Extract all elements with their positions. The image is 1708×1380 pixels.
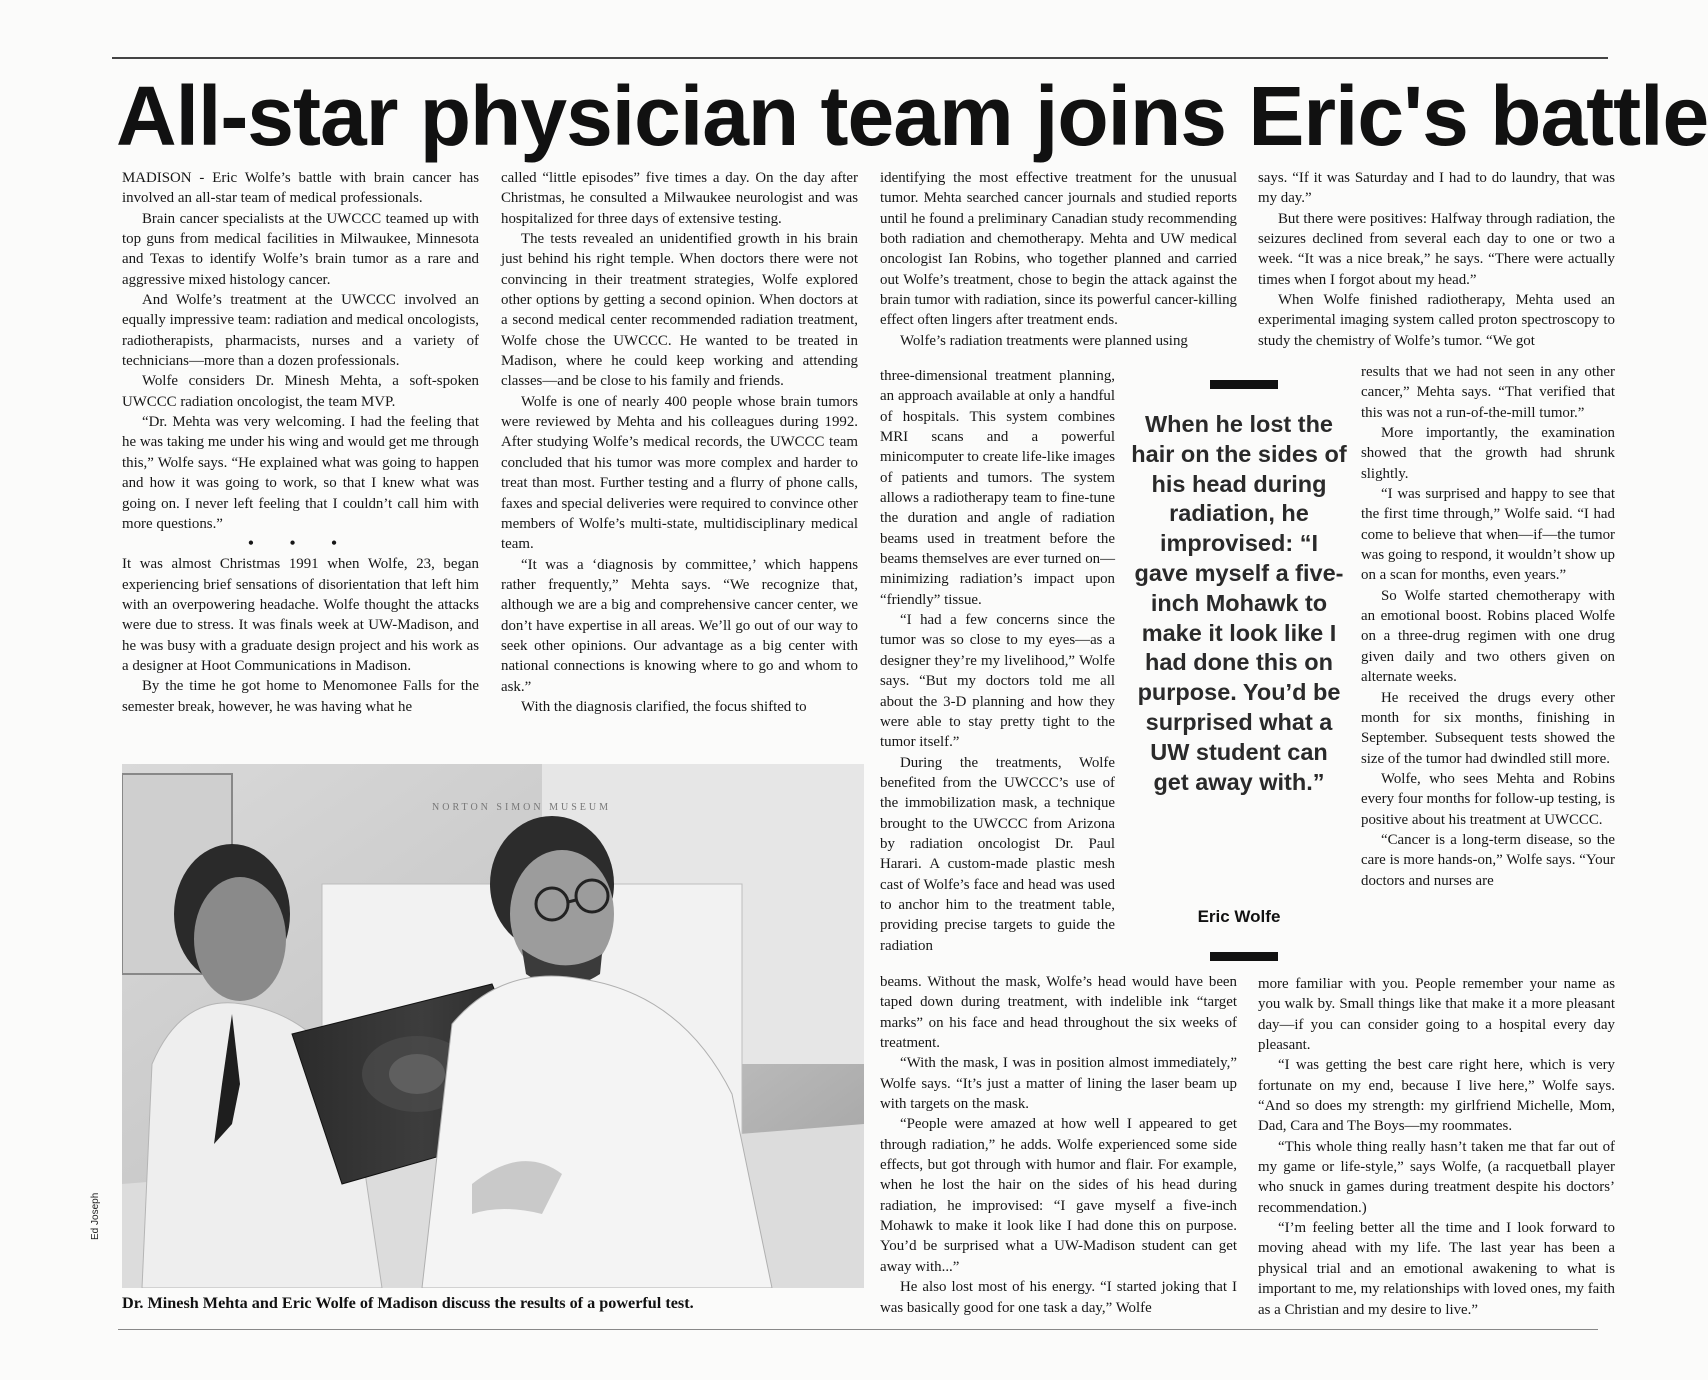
pull-quote-attribution: Eric Wolfe: [1197, 907, 1281, 926]
bottom-rule: [118, 1329, 1598, 1330]
paragraph: When Wolfe finished radiotherapy, Mehta used an experimental imaging system called proton spectroscopy to study the chemistry of Wolfe’s tumor. “We got: [1258, 292, 1615, 349]
paragraph: “Cancer is a long-term disease, so the care is more hands-on,” Wolfe says. “Your doctors and nurses are: [1361, 831, 1615, 889]
paragraph: But there were positives: Halfway through radiation, the seizures declined from several each day to one or two a week. “It was a nice break,” he says. “There were actually times when I forgot about my head.”: [1258, 210, 1615, 288]
paragraph: “I’m feeling better all the time and I look forward to moving ahead with my life. The last year has been a physical trial and an emotional awakening to what is important to me, my relationships with loved ones, my faith as a Christian and my desire to live.”: [1258, 1220, 1615, 1318]
article-column-3-bottom: [880, 972, 1237, 1318]
paragraph: The tests revealed an unidentified growth in his brain just behind his right temple. When doctors there were not convincing in their treatment strategies, Wolfe explored other options by getting a second opinion. When doctors at a second medical center recommended radiation treatment, Wolfe chose the UWCCC. He wanted to be treated in Madison, where he could keep working and attending classes—and be close to his family and friends.: [501, 231, 858, 390]
paragraph: And Wolfe’s treatment at the UWCCC involved an equally impressive team: radiation and medical oncologists, radiotherapists, pharmacists, nurses and a variety of technicians—more than a dozen professionals.: [122, 292, 479, 370]
article-column-4-narrow: [1361, 362, 1615, 891]
paragraph: During the treatments, Wolfe benefited from the UWCCC’s use of the immobilization mask, a technique brought to the UWCCC from Arizona by radiation oncologist Dr. Paul Harari. A custom-made plastic mesh cast of Wolfe’s face and head was used to anchor him to the treatment table, providing precise targets to guide the radiation: [880, 754, 1115, 954]
paragraph: called “little episodes” five times a day. On the day after Christmas, he consulted a Milwaukee neurologist and was hospitalized for three days of extensive testing.: [501, 170, 858, 227]
paragraph: “People were amazed at how well I appeared to get through radiation,” he adds. Wolfe experienced some side effects, but got through with humor and flair. For example, when he lost the hair on the sides of his head during radiation, he improvised: “I gave myself a five-inch Mohawk to make it look like I had done this on purpose. You’d be surprised what a UW-Madison student can get away with...”: [880, 1116, 1237, 1275]
paragraph: More importantly, the examination showed that the growth had shrunk slightly.: [1361, 425, 1615, 482]
article-column-3-narrow: [880, 366, 1115, 956]
paragraph: beams. Without the mask, Wolfe’s head would have been taped down during treatment, with indelible ink “target marks” on his face and head throughout the six weeks of treatment.: [880, 974, 1237, 1052]
paragraph: “This whole thing really hasn’t taken me that far out of my game or life-style,” says Wolfe, (a racquetball player who snuck in games during treatment despite his doctors’ recommendation.): [1258, 1138, 1615, 1216]
paragraph: “With the mask, I was in position almost immediately,” Wolfe says. “It’s just a matter of lining the laser beam up with targets on the mask.: [880, 1055, 1237, 1113]
paragraph: So Wolfe started chemotherapy with an emotional boost. Robins placed Wolfe on a three-drug regimen with one drug given daily and two others given on alternate weeks.: [1361, 587, 1615, 686]
paragraph: three-dimensional treatment planning, an approach available at only a handful of hospitals. This system combines MRI scans and a powerful minicomputer to create life-like images of patients and tumors. The system allows a radiotherapy team to fine-tune the duration and angle of radiation beams used in treatment before the beams themselves are ever turned on—minimizing radiation’s impact upon “friendly” tissue.: [880, 368, 1115, 608]
paragraph: He also lost most of his energy. “I started joking that I was basically good for one task a day,” Wolfe: [880, 1279, 1237, 1316]
photo-illustration: [122, 764, 864, 1288]
pull-quote: When he lost the hair on the sides of his head during radiation, he improvised: “I gave myself a five-inch Mohawk to make it look like I had done this on purpose. You’d be surprised what a UW student can get away with.”: [1131, 411, 1347, 795]
paragraph: With the diagnosis clarified, the focus shifted to: [521, 698, 807, 715]
article-column-1: [122, 168, 479, 717]
section-break: • • •: [248, 535, 353, 553]
photo-sign: NORTON SIMON MUSEUM: [432, 802, 612, 813]
article-column-2: [501, 168, 858, 717]
paragraph: He received the drugs every other month for six months, finishing in September. Subsequent tests showed the size of the tumor had dwindled still more.: [1361, 689, 1615, 767]
paragraph: results that we had not seen in any other cancer,” Mehta says. “That verified that this was not a run-of-the-mill tumor.”: [1361, 364, 1615, 421]
article-column-4-bottom: [1258, 974, 1615, 1320]
paragraph: Wolfe considers Dr. Minesh Mehta, a soft-spoken UWCCC radiation oncologist, the team MVP.: [122, 373, 479, 410]
paragraph: identifying the most effective treatment for the unusual tumor. Mehta searched cancer journals and studied reports until he found a preliminary Canadian study recommending both radiation and chemotherapy. Mehta and UW medical oncologist Ian Robins, who together planned and carried out Wolfe’s treatment, chose to begin the attack against the brain tumor with radiation, since its powerful cancer-killing effect often lingers after treatment ends.: [880, 170, 1237, 329]
pull-quote-top-bar: [1210, 380, 1278, 389]
paragraph: “Dr. Mehta was very welcoming. I had the feeling that he was taking me under his wing and would get me through this,” Wolfe says. “He explained what was going to happen and how it was going to work, so that I knew what was going on. I never left feeling that I couldn’t call him with more questions.”: [122, 414, 479, 532]
headline: All-star physician team joins Eric's battle: [116, 69, 1708, 163]
paragraph: more familiar with you. People remember your name as you walk by. Small things like that make it a more pleasant day—if you can consider going to a hospital every day pleasant.: [1258, 976, 1615, 1054]
news-photo: [122, 764, 864, 1288]
top-rule: [112, 57, 1608, 59]
paragraph: It was almost Christmas 1991 when Wolfe, 23, began experiencing brief sensations of disorientation that left him with an overpowering headache. Wolfe thought the attacks were due to stress. It was finals week at UW-Madison, and he was busy with a graduate design project and his work as a designer at Hoot Communications in Madison.: [122, 556, 479, 674]
pull-quote-bottom-bar: [1210, 952, 1278, 961]
photo-caption: Dr. Minesh Mehta and Eric Wolfe of Madison discuss the results of a powerful test.: [122, 1294, 694, 1312]
article-column-3-top: [880, 168, 1237, 351]
paragraph: MADISON - Eric Wolfe’s battle with brain cancer has involved an all-star team of medical professionals.: [122, 170, 479, 207]
paragraph: “I was getting the best care right here, which is very fortunate on my end, because I live here,” Wolfe says. “And so does my strength: my girlfriend Michelle, Mom, Dad, Cara and The Boys—my roommates.: [1258, 1057, 1615, 1135]
paragraph: Wolfe is one of nearly 400 people whose brain tumors were reviewed by Mehta and his colleagues during 1992. After studying Wolfe’s medical records, the UWCCC team concluded that his tumor was more complex and harder to treat than most. Further testing and a flurry of phone calls, faxes and special deliveries were required to convince other members of Wolfe’s multi-state, multidisciplinary medical team.: [501, 393, 858, 553]
paragraph: Wolfe, who sees Mehta and Robins every four months for follow-up testing, is positive about his treatment at UWCCC.: [1361, 770, 1615, 828]
paragraph: “It was a ‘diagnosis by committee,’ which happens rather frequently,” Mehta says. “We recognize that, although we are a big and comprehensive cancer center, we don’t have expertise in all areas. We’ll go out of our way to seek other opinions. Our advantage as a big center with national connections is knowing where to go and whom to ask.”: [501, 556, 858, 695]
paragraph: By the time he got home to Menomonee Falls for the semester break, however, he was having what he: [122, 678, 479, 715]
paragraph: Brain cancer specialists at the UWCCC teamed up with top guns from medical facilities in Milwaukee, Minnesota and Texas to identify Wolfe’s brain tumor as a rare and aggressive mixed histology cancer.: [122, 210, 479, 288]
paragraph: “I had a few concerns since the tumor was so close to my eyes—as a designer they’re my livelihood,” Wolfe says. “But my doctors told me all about the 3-D planning and how they were able to stay pretty tight to the tumor itself.”: [880, 612, 1115, 751]
paragraph: Wolfe’s radiation treatments were planned using: [900, 332, 1188, 349]
paragraph: says. “If it was Saturday and I had to do laundry, that was my day.”: [1258, 170, 1615, 207]
photo-credit: Ed Joseph: [90, 1192, 101, 1240]
paragraph: “I was surprised and happy to see that the first time through,” Wolfe said. “I had come to believe that when—if—the tumor was going to respond, it wouldn’t show up on a scan for months, even years.”: [1361, 486, 1615, 584]
article-column-4-top: [1258, 168, 1615, 351]
